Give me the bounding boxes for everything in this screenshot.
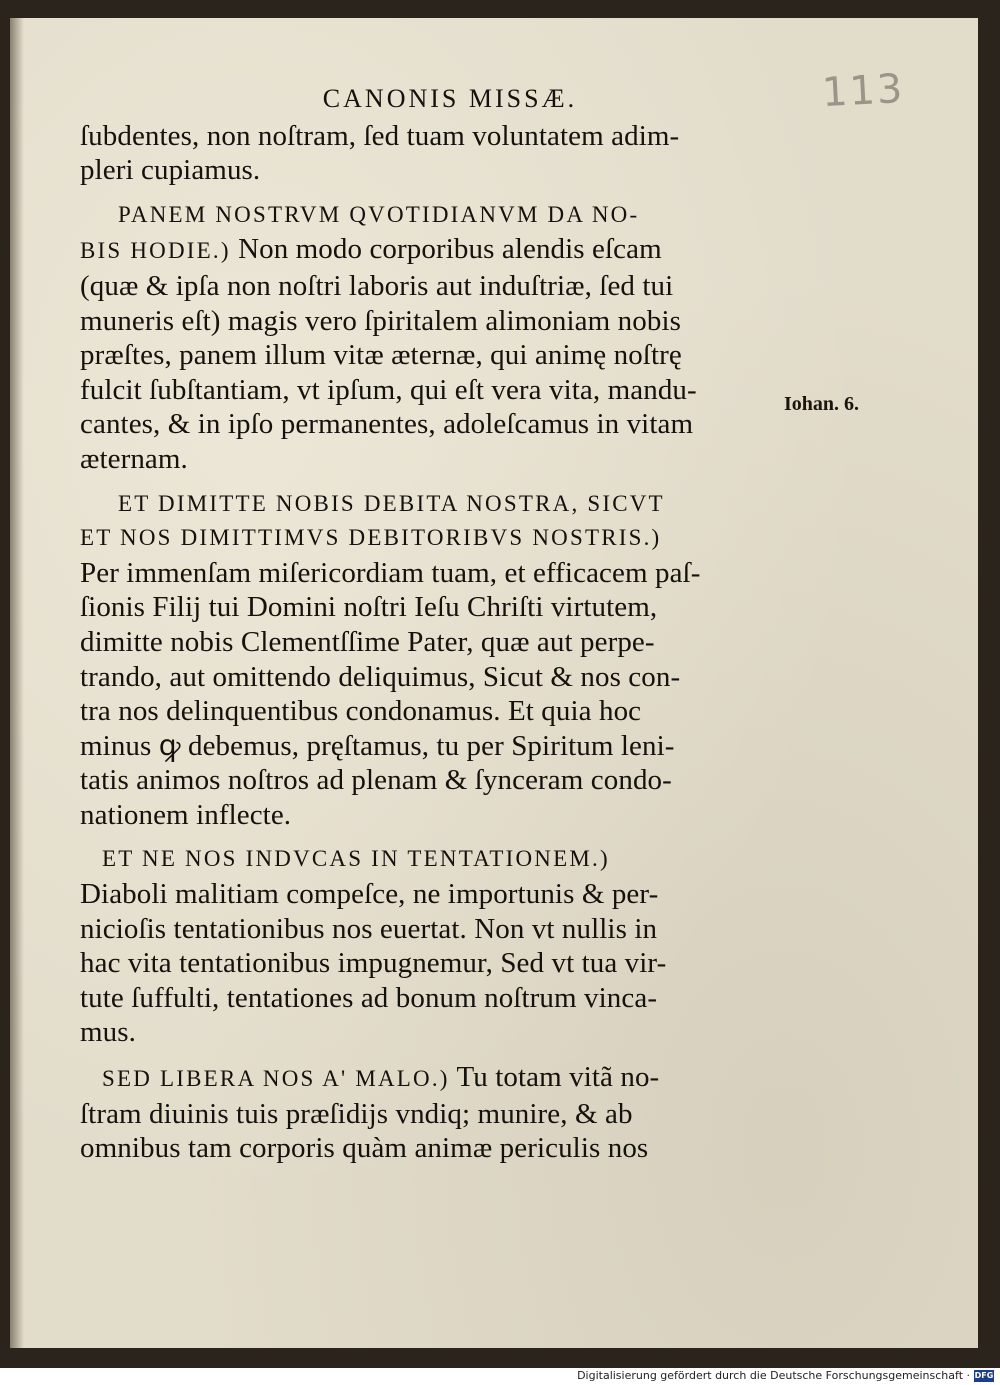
text-line: Per immenſam miſericordiam tuam, et efficacem paſ- (80, 556, 701, 589)
text-line: muneris eſt) magis vero ſpiritalem alimoniam nobis (80, 304, 681, 337)
text-line: pleri cupiamus. (80, 154, 261, 187)
text-line: (quæ & ipſa non noſtri laboris aut induſtriæ, ſed tui (80, 269, 674, 302)
folio-number: 113 (820, 65, 906, 117)
section-heading: PANEM NOSTRVM QVOTIDIANVM DA NO- (118, 201, 640, 227)
funding-credit: Digitalisierung gefördert durch die Deutsche Forschungsgemeinschaft · (577, 1369, 970, 1382)
paragraph-libera (80, 1060, 780, 1166)
text-line: omnibus tam corporis quàm animæ periculis nos (80, 1132, 649, 1165)
section-heading: ET NE NOS INDVCAS IN TENTATIONEM.) (102, 846, 610, 872)
text-line: nicioſis tentationibus nos euertat. Non vt nullis in (80, 912, 658, 945)
text-line: præſtes, panem illum vitæ æternæ, qui animę noſtrę (80, 339, 682, 372)
page-gutter-shadow (10, 18, 24, 1348)
text-line: tatis animos noſtros ad plenam & ſynceram condo- (80, 764, 672, 797)
page-text (80, 82, 780, 1176)
text-line: minus ꝙ debemus, pręſtamus, tu per Spiritum leni- (80, 729, 675, 762)
text-line: ſtram diuinis tuis præſidijs vndiq; munire, & ab (80, 1097, 633, 1130)
paragraph-panem (80, 198, 780, 477)
text-line: Non modo corporibus alendis eſcam (238, 233, 662, 266)
text-line: æternam. (80, 442, 188, 475)
section-heading: ET DIMITTE NOBIS DEBITA NOSTRA, SICVT (118, 490, 665, 516)
dfg-logo-icon: DFG (974, 1371, 994, 1380)
text-line: ſubdentes, non noſtram, ſed tuam voluntatem adim- (80, 119, 680, 152)
section-heading: BIS HODIE.) (80, 238, 231, 264)
text-line: cantes, & in ipſo permanentes, adoleſcamus in vitam (80, 408, 694, 441)
footer-bar (0, 1368, 1000, 1385)
text-line: ſionis Filij tui Domini noſtri Ieſu Chriſti virtutem, (80, 591, 658, 624)
text-line: dimitte nobis Clementſſime Pater, quæ aut perpe- (80, 625, 655, 658)
text-line: mus. (80, 1016, 136, 1049)
text-line: fulcit ſubſtantiam, vt ipſum, qui eſt vera vita, mandu- (80, 373, 697, 406)
text-line: hac vita tentationibus impugnemur, Sed vt tua vir- (80, 947, 667, 980)
section-heading: ET NOS DIMITTIMVS DEBITORIBVS NOSTRIS.) (80, 525, 662, 551)
text-line: Tu totam vitã no- (456, 1061, 660, 1094)
section-heading: SED LIBERA NOS A' MALO.) (102, 1066, 450, 1092)
text-line: nationem inflecte. (80, 798, 292, 831)
running-header: CANONIS MISSÆ. (322, 84, 578, 113)
text-line: tute ſuffulti, tentationes ad bonum noſtrum vinca- (80, 981, 658, 1014)
paragraph-1 (80, 119, 780, 188)
margin-note: Iohan. 6. (784, 393, 860, 415)
paragraph-dimitte (80, 487, 780, 833)
paragraph-ne-nos (80, 842, 780, 1050)
text-line: Diaboli malitiam compeſce, ne importunis & per- (80, 878, 659, 911)
text-line: trando, aut omittendo deliquimus, Sicut & nos con- (80, 660, 681, 693)
text-line: tra nos delinquentibus condonamus. Et quia hoc (80, 695, 642, 728)
